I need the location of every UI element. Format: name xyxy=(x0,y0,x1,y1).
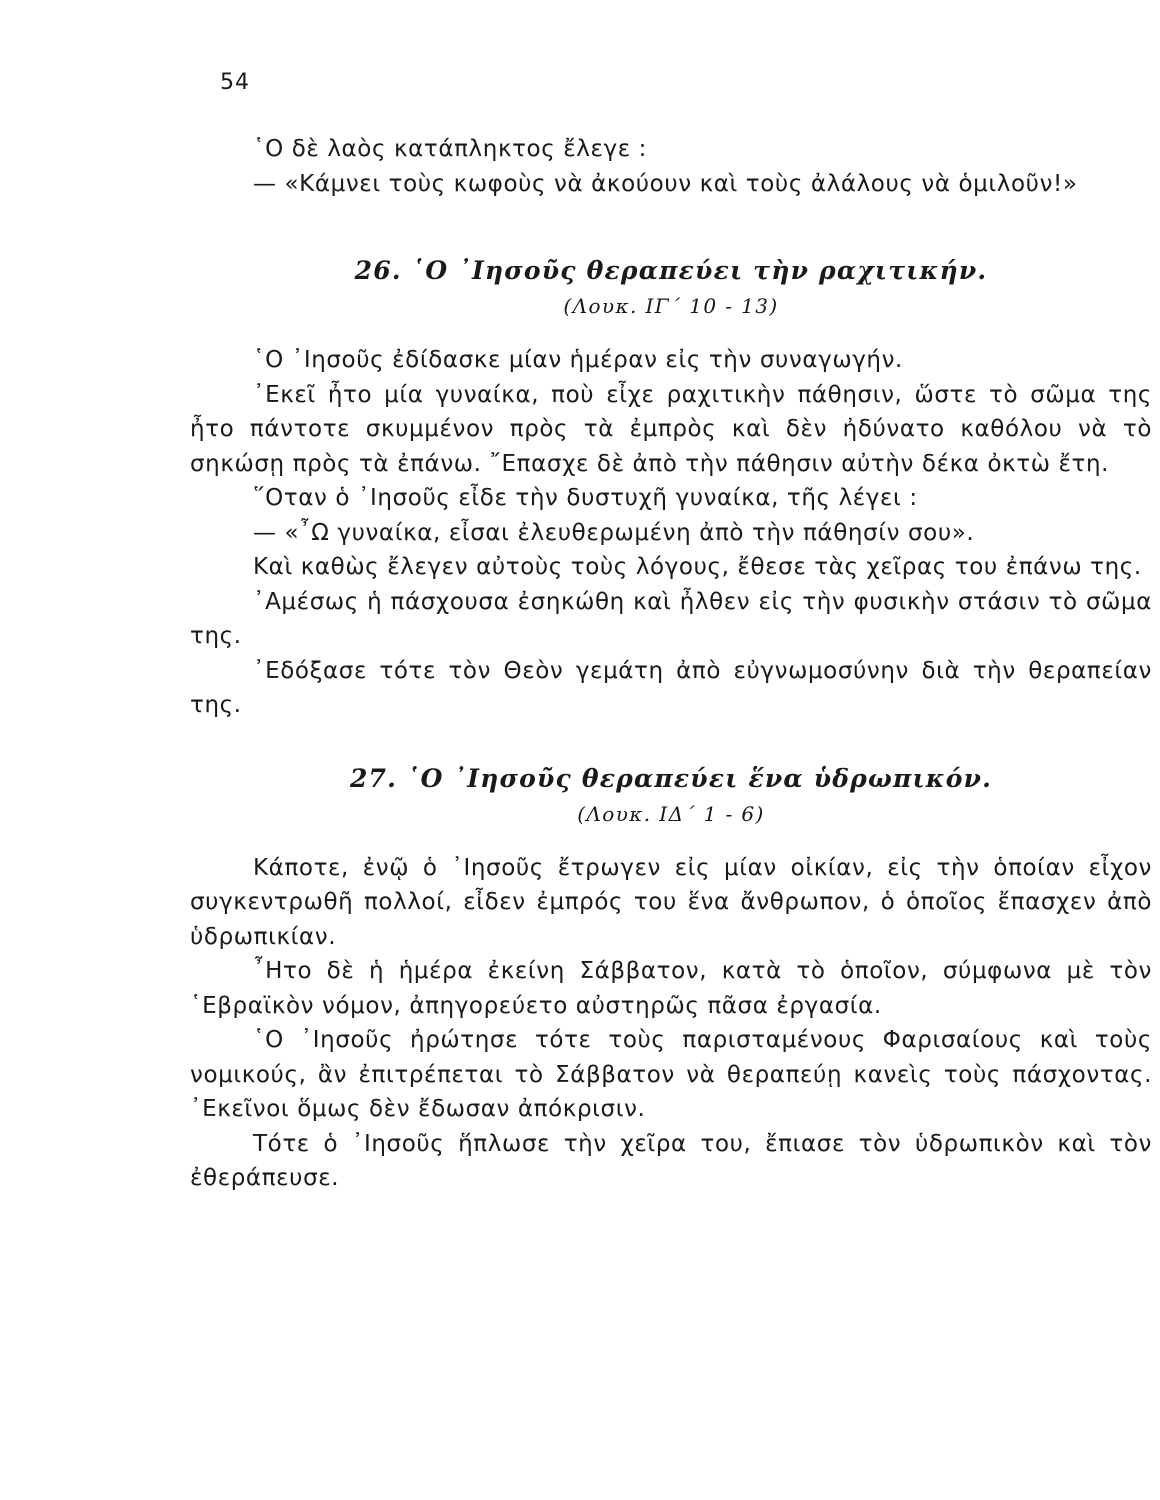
page-number: 54 xyxy=(220,70,250,95)
section-27 xyxy=(190,761,1152,1196)
paragraph: Καὶ καθὼς ἔλεγεν αὐτοὺς τοὺς λόγους, ἔθεσε τὰς χεῖρας του ἐπάνω της. xyxy=(253,554,1142,580)
paragraph: ῏Ητο δὲ ἡ ἡμέρα ἐκείνη Σάββατον, κατὰ τὸ ὁποῖον, σύμφωνα μὲ τὸν ῾Εβραϊκὸν νόμον, ἀπηγορεύετο αὐστηρῶς πᾶσα ἐργασία. xyxy=(190,958,1152,1019)
paragraph: ῾Ο ᾿Ιησοῦς ἐδίδασκε μίαν ἡμέραν εἰς τὴν συναγωγήν. xyxy=(253,347,903,373)
paragraph: — «῏Ω γυναίκα, εἶσαι ἐλευθερωμένη ἀπὸ τὴν πάθησίν σου». xyxy=(253,519,975,546)
intro-block xyxy=(190,132,1152,201)
paragraph: ῾Ο ᾿Ιησοῦς ἠρώτησε τότε τοὺς παρισταμένους Φαρισαίους καὶ τοὺς νομικούς, ἂν ἐπιτρέπεται τὸ Σάββατον νὰ θεραπεύῃ κανεὶς τοὺς πάσχοντας. ᾿Εκεῖνοι ὅμως δὲν ἔδωσαν ἀπόκρισιν. xyxy=(190,1027,1152,1122)
paragraph: Τότε ὁ ᾿Ιησοῦς ἥπλωσε τὴν χεῖρα του, ἔπιασε τὸν ὑδρωπικὸν καὶ τὸν ἐθεράπευσε. xyxy=(190,1130,1152,1191)
page-content xyxy=(190,132,1152,1196)
paragraph: Κάποτε, ἐνῷ ὁ ᾿Ιησοῦς ἔτρωγεν εἰς μίαν οἰκίαν, εἰς τὴν ὁποίαν εἶχον συγκεντρωθῆ πολλοί, εἶδεν ἐμπρός του ἕνα ἄνθρωπον, ὁ ὁποῖος ἔπασχεν ἀπὸ ὑδρωπικίαν. xyxy=(190,854,1152,950)
section-body xyxy=(190,343,1152,723)
paragraph: ῞Οταν ὁ ᾿Ιησοῦς εἶδε τὴν δυστυχῆ γυναίκα, τῆς λέγει : xyxy=(253,485,918,511)
section-title: 26. ῾Ο ᾿Ιησοῦς θεραπεύει τὴν ραχιτικήν. xyxy=(354,256,988,285)
paragraph: ᾿Εκεῖ ἦτο μία γυναίκα, ποὺ εἶχε ραχιτικὴν πάθησιν, ὥστε τὸ σῶμα της ἦτο πάντοτε σκυμμένον πρὸς τὰ ἐμπρὸς καὶ δὲν ἠδύνατο καθόλου νὰ τὸ σηκώσῃ πρὸς τὰ ἐπάνω. ῎Επασχε δὲ ἀπὸ τὴν πάθησιν αὐτὴν δέκα ὀκτὼ ἔτη. xyxy=(190,381,1152,477)
section-26 xyxy=(190,253,1152,723)
paragraph: ᾿Αμέσως ἡ πάσχουσα ἐσηκώθη καὶ ἦλθεν εἰς τὴν φυσικὴν στάσιν τὸ σῶμα της. xyxy=(190,588,1152,649)
section-body xyxy=(190,851,1152,1196)
section-reference: (Λουκ. ΙΓ΄ 10 - 13) xyxy=(563,294,779,318)
paragraph: ᾿Εδόξασε τότε τὸν Θεὸν γεμάτη ἀπὸ εὐγνωμοσύνην διὰ τὴν θεραπείαν της. xyxy=(190,657,1152,718)
paragraph: ῾Ο δὲ λαὸς κατάπληκτος ἔλεγε : xyxy=(253,136,648,162)
paragraph: — «Κάμνει τοὺς κωφοὺς νὰ ἀκούουν καὶ τοὺς ἀλάλους νὰ ὁμιλοῦν!» xyxy=(253,170,1078,197)
section-reference: (Λουκ. ΙΔ΄ 1 - 6) xyxy=(577,801,765,826)
section-title: 27. ῾Ο ᾿Ιησοῦς θεραπεύει ἕνα ὑδρωπικόν. xyxy=(349,763,993,793)
